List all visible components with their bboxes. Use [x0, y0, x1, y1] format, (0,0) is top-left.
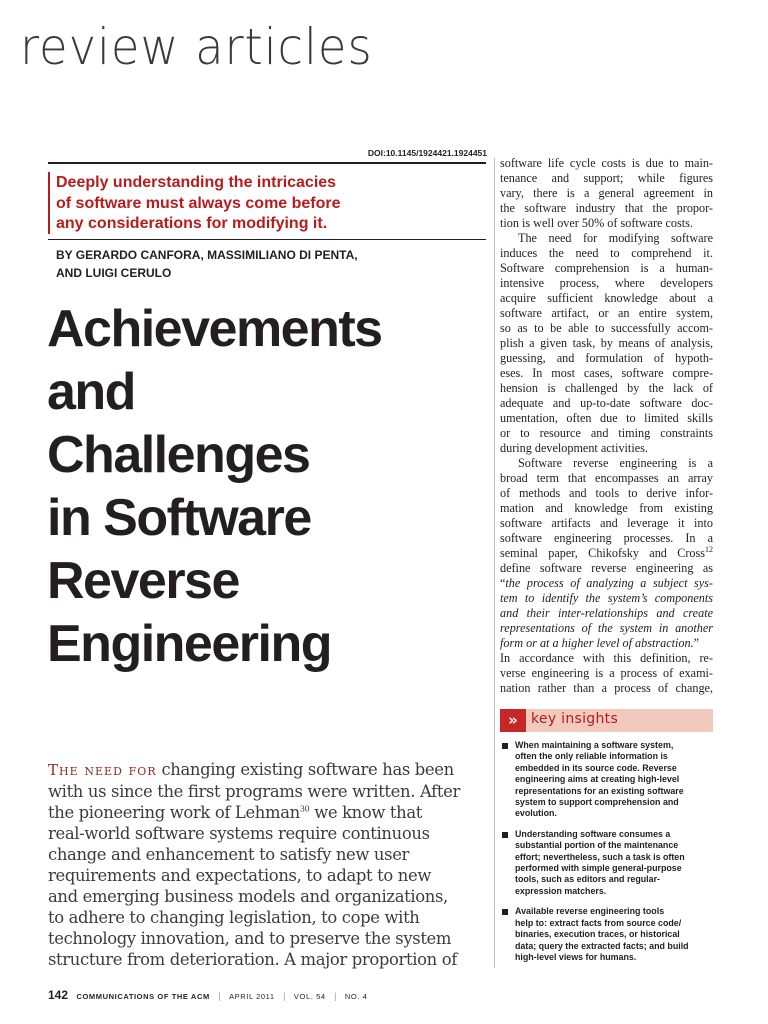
- lead-text: the pioneering work of Lehman: [48, 803, 300, 822]
- citation-ref[interactable]: 12: [705, 544, 713, 554]
- key-insight-line: high-level views for humans.: [515, 951, 637, 962]
- body-line: guessing, and formulation of hypoth-: [500, 351, 713, 365]
- key-insight-line: Available reverse engineering tools: [515, 906, 665, 917]
- key-insight-line: tools, such as editors and regular-: [515, 874, 660, 885]
- body-line: vary, there is a general agreement in: [500, 186, 713, 200]
- key-insight-line: often the only reliable information is: [515, 751, 668, 762]
- issue-volume: VOL. 54: [293, 992, 326, 1001]
- deck-accent-bar: [48, 172, 50, 234]
- byline: [56, 246, 386, 282]
- body-line: tenance and support; while figures: [500, 171, 713, 185]
- definition-quote: representations of the system in another: [500, 621, 713, 635]
- lead-line: structure from deterioration. A major proportion of: [48, 950, 457, 969]
- deck-box: [48, 162, 486, 240]
- citation-ref[interactable]: 30: [299, 804, 310, 814]
- body-line: hension is challenged by the lack of: [500, 381, 713, 395]
- key-insight-line: performed with simple general-purpose: [515, 863, 682, 874]
- byline-line: AND LUIGI CERULO: [56, 266, 172, 280]
- key-insight-line: expression matchers.: [515, 885, 607, 896]
- key-insight-line: effort; nevertheless, such a task is often: [515, 851, 685, 862]
- key-insight-line: system to support comprehension and: [515, 797, 679, 808]
- column-divider: [494, 158, 495, 968]
- body-line: nation rather than a process of change,: [500, 681, 713, 695]
- lead-line: [48, 802, 468, 823]
- body-line: acquire sufficient knowledge about a: [500, 291, 713, 305]
- body-line: [500, 576, 713, 591]
- key-insight-item: [502, 829, 714, 897]
- lead-line: with us since the first programs were written. After: [48, 782, 460, 801]
- key-insights-header: [500, 709, 713, 732]
- issue-date: APRIL 2011: [229, 992, 275, 1001]
- lead-text: we know that: [309, 803, 423, 822]
- key-insight-line: When maintaining a software system,: [515, 740, 674, 750]
- lead-line: and emerging business models and organizations,: [48, 887, 448, 906]
- deck-line: Deeply understanding the intricacies: [56, 174, 337, 191]
- double-chevron-icon: »: [500, 709, 526, 732]
- lead-smallcaps-opener: The need for: [48, 761, 157, 779]
- deck-text: [56, 173, 416, 235]
- body-line: [500, 606, 713, 621]
- lead-line: requirements and expectations, to adapt to new: [48, 866, 431, 885]
- key-insights-list: [502, 740, 714, 972]
- headline-line: Reverse: [47, 552, 239, 610]
- deck-line: of software must always come before: [56, 194, 341, 212]
- body-paragraph: [500, 456, 713, 696]
- body-line: mation and knowledge from existing: [500, 501, 713, 515]
- headline-line: and: [47, 363, 135, 421]
- footer-separator: |: [334, 991, 337, 1001]
- doi-label[interactable]: DOI:10.1145/1924421.1924451: [367, 148, 487, 158]
- key-insight-line: help to: extract facts from source code/: [515, 917, 682, 928]
- body-line: plish a given task, by means of analysis,: [500, 336, 713, 350]
- body-line: [500, 546, 713, 561]
- body-line: of methods and tools to derive infor-: [500, 486, 713, 500]
- body-line: eses. In most cases, software compre-: [500, 366, 713, 380]
- key-insight-item: [502, 740, 714, 820]
- lead-line: to adhere to changing legislation, to cope with: [48, 908, 420, 927]
- square-bullet-icon: [502, 743, 508, 749]
- body-line: tion is well over 50% of software costs.: [500, 216, 693, 230]
- body-line: [500, 591, 713, 606]
- definition-quote: form or at a higher level of abstraction.: [500, 636, 694, 650]
- headline-line: in Software: [47, 489, 311, 547]
- headline-line: Challenges: [47, 426, 310, 484]
- body-column-right: [500, 156, 713, 696]
- key-insight-line: representations for an existing software: [515, 785, 684, 796]
- journal-name: COMMUNICATIONS OF THE ACM: [76, 992, 210, 1001]
- body-line: verse engineering is a process of exami-: [500, 666, 713, 680]
- headline-line: Engineering: [47, 615, 331, 673]
- body-line: Software comprehension is a human-: [500, 261, 713, 275]
- lead-text: changing existing software has been: [156, 760, 454, 779]
- key-insight-line: engineering aims at creating high-level: [515, 774, 680, 785]
- body-paragraph: [500, 231, 713, 456]
- body-line: adequate and up-to-date software doc-: [500, 396, 713, 410]
- quote-mark: ”: [693, 636, 700, 650]
- body-line: so as to be able to successfully accom-: [500, 321, 713, 335]
- section-title: review articles: [20, 18, 373, 76]
- definition-quote: the process of analyzing a subject sys-: [505, 576, 713, 590]
- page-number: 142: [48, 988, 69, 1002]
- lead-paragraph: [48, 759, 468, 970]
- deck-line: any considerations for modifying it.: [56, 215, 328, 232]
- lead-line: technology innovation, and to preserve the system: [48, 929, 452, 948]
- issue-number: NO. 4: [344, 992, 368, 1001]
- body-line: Software reverse engineering is a: [518, 456, 713, 470]
- body-text: seminal paper, Chikofsky and Cross: [500, 546, 705, 560]
- body-line: software life cycle costs is due to main-: [500, 156, 713, 170]
- key-insight-line: substantial portion of the maintenance: [515, 840, 679, 851]
- key-insight-line: embedded in its source code. Reverse: [515, 762, 677, 773]
- article-headline: [47, 298, 487, 676]
- square-bullet-icon: [502, 909, 508, 915]
- body-line: [500, 636, 713, 651]
- square-bullet-icon: [502, 832, 508, 838]
- body-line: software artifacts and leverage it into: [500, 516, 713, 530]
- byline-line: BY GERARDO CANFORA, MASSIMILIANO DI PENTA,: [56, 248, 358, 262]
- body-line: software engineering processes. In a: [500, 531, 713, 545]
- body-line: intensive process, where developers: [500, 276, 713, 290]
- body-line: In accordance with this definition, re-: [500, 651, 713, 665]
- key-insight-line: data; query the extracted facts; and build: [515, 940, 689, 951]
- page-footer: [48, 986, 488, 1004]
- quote-mark: “: [500, 576, 506, 590]
- body-paragraph: [500, 156, 713, 231]
- lead-line: change and enhancement to satisfy new user: [48, 845, 410, 864]
- footer-separator: |: [283, 991, 286, 1001]
- body-line: broad term that encompasses an array: [500, 471, 713, 485]
- body-line: define software reverse engineering as: [500, 561, 713, 575]
- body-line: the software industry that the propor-: [500, 201, 713, 215]
- lead-line: real-world software systems require continuous: [48, 824, 430, 843]
- body-line: The need for modifying software: [518, 231, 713, 245]
- lead-line: [48, 759, 468, 781]
- key-insight-item: [502, 906, 714, 963]
- body-line: software artifact, or an entire system,: [500, 306, 713, 320]
- headline-line: Achievements: [47, 300, 382, 358]
- body-line: during development activities.: [500, 441, 648, 455]
- key-insight-line: evolution.: [515, 808, 557, 819]
- body-line: [500, 621, 713, 636]
- key-insight-line: binaries, execution traces, or historical: [515, 929, 680, 940]
- body-line: induces the need to comprehend it.: [500, 246, 713, 260]
- footer-separator: |: [218, 991, 221, 1001]
- definition-quote: tem to identify the system’s components: [500, 591, 713, 605]
- key-insights-title: key insights: [531, 711, 619, 727]
- body-line: umentation, often due to limited skills: [500, 411, 713, 425]
- key-insight-line: Understanding software consumes a: [515, 828, 671, 839]
- definition-quote: and their inter-relationships and create: [500, 606, 713, 620]
- body-line: or to resource and timing constraints: [500, 426, 713, 440]
